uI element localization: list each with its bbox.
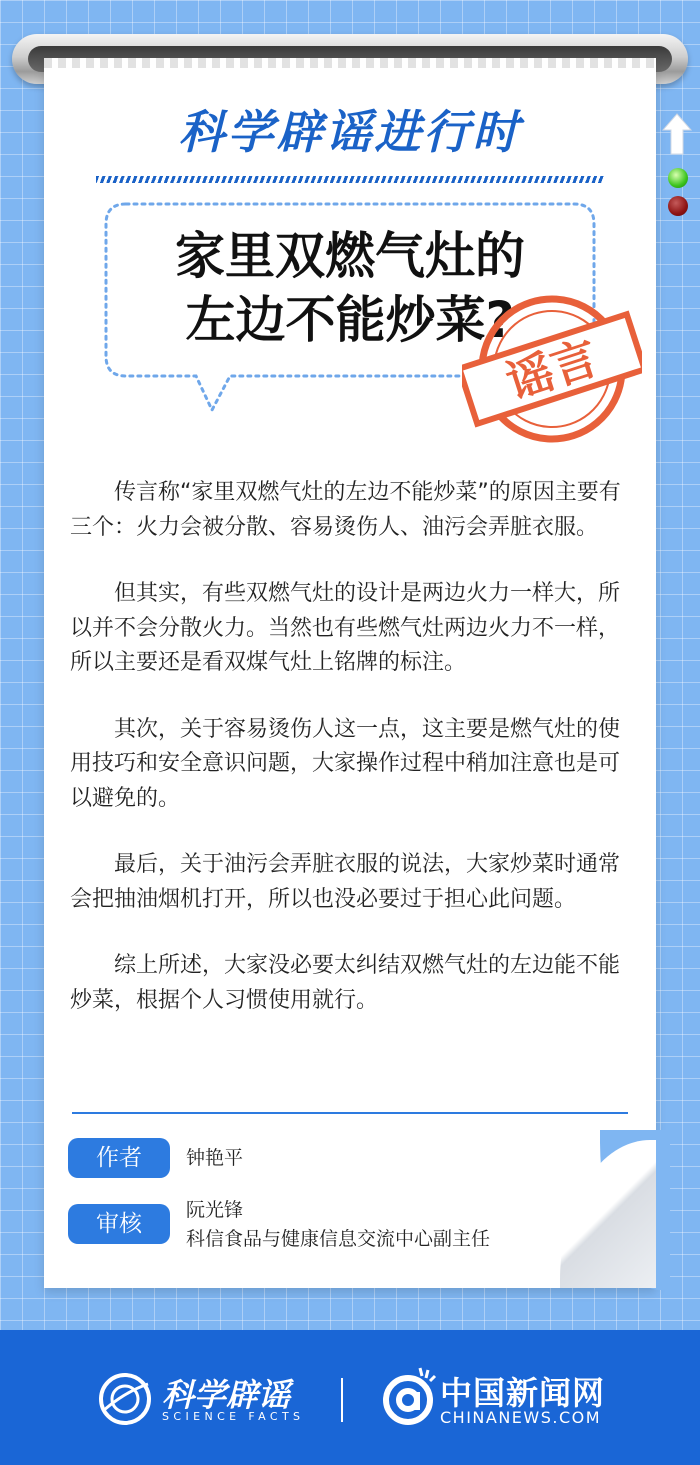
title-divider <box>96 176 604 183</box>
credits-divider <box>72 1112 628 1114</box>
science-facts-emblem-icon <box>96 1370 154 1428</box>
author-name: 钟艳平 <box>186 1147 244 1169</box>
article-paragraph: 传言称“家里双燃气灶的左边不能炒菜”的原因主要有三个：火力会被分散、容易烫伤人、油污会弄脏衣服。 <box>70 480 621 540</box>
article-body <box>70 476 630 1050</box>
chinanews-logo <box>380 1360 620 1430</box>
stamp-text: 谣言 <box>500 330 605 410</box>
reviewer-name: 阮光锋 <box>186 1199 244 1221</box>
footer-logo-divider <box>341 1378 343 1422</box>
science-facts-logo-subtext: SCIENCE FACTS <box>162 1410 305 1423</box>
green-light-icon <box>668 168 688 188</box>
author-badge: 作者 <box>68 1138 170 1178</box>
rumor-stamp <box>462 284 642 454</box>
up-arrow-icon <box>662 112 692 156</box>
reviewer-badge: 审核 <box>68 1204 170 1244</box>
paper-top-edge <box>44 58 656 68</box>
article-paragraph: 其次，关于容易烫伤人这一点，这主要是燃气灶的使用技巧和安全意识问题，大家操作过程中稍加注意也是可以避免的。 <box>70 716 621 811</box>
science-facts-logo-text: 科学辟谣 <box>162 1376 291 1414</box>
article-paragraph: 但其实，有些双燃气灶的设计是两边火力一样大，所以并不会分散火力。当然也有些燃气灶两边火力不一样，所以主要还是看双煤气灶上铭牌的标注。 <box>70 581 621 675</box>
brand-title: 科学辟谣进行时 <box>178 105 522 159</box>
article-paragraph: 综上所述，大家没必要太纠结双燃气灶的左边能不能炒菜，根据个人习惯使用就行。 <box>70 953 621 1013</box>
at-sign-icon <box>380 1366 438 1426</box>
red-light-icon <box>668 196 688 216</box>
chinanews-logo-text: 中国新闻网 <box>440 1374 606 1412</box>
article-paragraph: 最后，关于油污会弄脏衣服的说法，大家炒菜时通常会把抽油烟机打开，所以也没必要过于担心此问题。 <box>70 852 621 912</box>
headline-line-2: 左边不能炒菜? <box>185 291 515 349</box>
reviewer-title: 科信食品与健康信息交流中心副主任 <box>186 1228 491 1250</box>
headline-line-1: 家里双燃气灶的 <box>175 227 525 285</box>
chinanews-logo-subtext: CHINANEWS.COM <box>440 1408 602 1427</box>
science-facts-logo <box>96 1366 316 1432</box>
